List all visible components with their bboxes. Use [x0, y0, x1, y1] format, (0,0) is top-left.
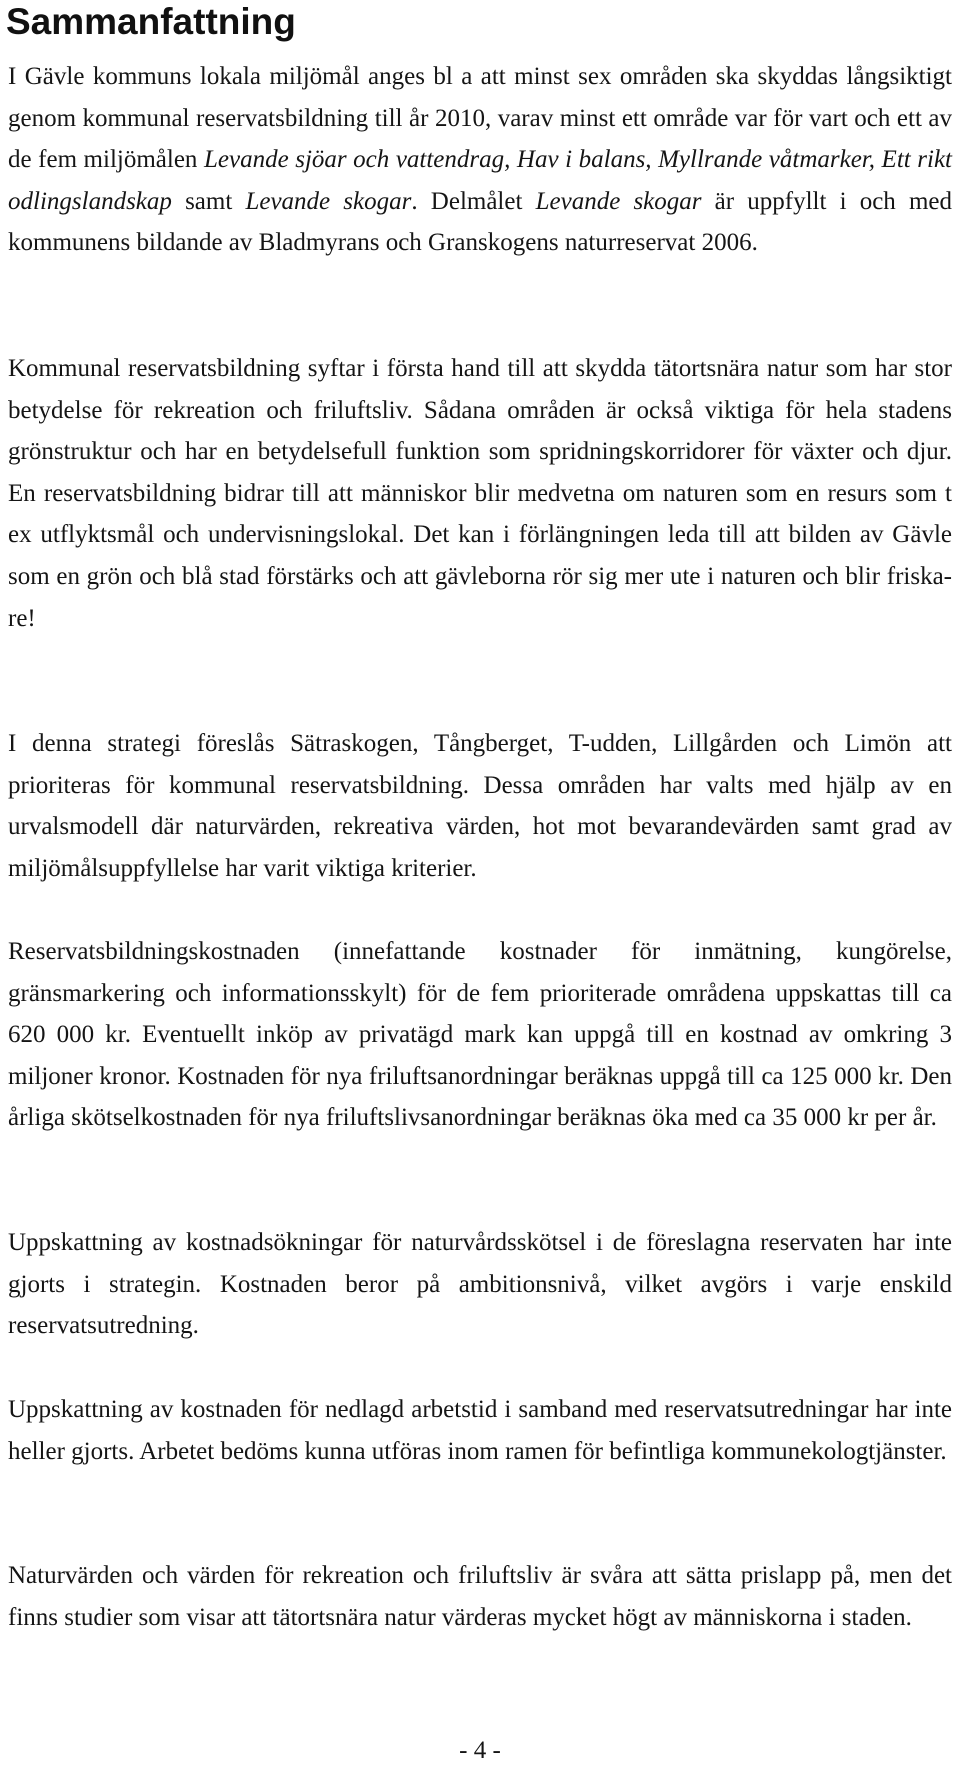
text-run: Kommunal reservatsbildning syftar i första hand till att skydda tätortsnära natur som har stor betydelse för rekreation och friluftsliv. Sådana områden är också viktiga för hela stadens grönstruktur och har en betydelsefull funktion som spridningskorridorer för växter och djur. En reservatsbildning bidrar till att människor blir medvetna om naturen som en resurs som t ex utflyktsmål och undervisningslokal. Det kan i förlängningen leda till att bilden av Gävle som en grön och blå stad förstärks och att gävleborna rör sig mer ute i naturen och blir friskare!: [8, 355, 952, 632]
text-run: samt: [171, 187, 246, 215]
text-run: Uppskattning av kostnaden för nedlagd arbetstid i samband med reservatsutredningar har inte heller gjorts. Arbetet bedöms kunna utföras inom ramen för befintliga kommunekologtjänster.: [8, 1396, 952, 1465]
paragraph-1: [8, 56, 952, 264]
text-run: Uppskattning av kostnadsökningar för naturvårdsskötsel i de föreslagna reservaten har inte gjorts i strategin. Kostnaden beror på ambitionsnivå, vilket avgörs i varje enskild reservatsutredning.: [8, 1229, 952, 1340]
italic-text-run: Levande skogar: [535, 187, 702, 215]
italic-text-run: Levande skogar: [245, 187, 412, 215]
italic-text-run: Levande sjöar och vattendrag, Hav i balans, Myllrande våtmarker, Ett rikt odlingslandskap: [8, 146, 952, 215]
text-run: I denna strategi föreslås Sätraskogen, Tångberget, T-udden, Lillgården och Limön att prioriteras för kommunal reservatsbildning. Dessa områden har valts med hjälp av en urvalsmodell där naturvärden, rekreativa värden, hot mot bevarandevärden samt grad av miljömålsuppfyllelse har varit viktiga kriterier.: [8, 730, 952, 882]
text-run: I Gävle kommuns lokala miljömål anges bl a att minst sex områden ska skyddas långsiktigt genom kommunal reservatsbildning till år 2010, varav minst ett område var för vart och ett av de fem miljömålen: [8, 63, 952, 174]
paragraph-5: [8, 1222, 952, 1347]
paragraph-2: [8, 348, 952, 639]
paragraph-3: [8, 723, 952, 889]
paragraph-6: [8, 1389, 952, 1472]
paragraph-4: [8, 931, 952, 1139]
text-run: Naturvärden och värden för rekreation och friluftsliv är svåra att sätta prislapp på, men det finns studier som visar att tätortsnära natur värderas mycket högt av människorna i staden.: [8, 1562, 952, 1631]
page-title: Sammanfattning: [6, 1, 296, 42]
paragraph-7: [8, 1555, 952, 1638]
page-number: - 4 -: [459, 1737, 501, 1764]
text-run: är uppfyllt i och med kommunens bildande av Bladmyrans och Granskogens naturreservat 2006.: [8, 187, 953, 257]
text-run: Reservatsbildningskostnaden (innefattande kostnader för inmätning, kungörelse, gränsmarkering och informationsskylt) för de fem prioriterade områdena uppskattas till ca 620 000 kr. Eventuellt inköp av privatägd mark kan uppgå till en kostnad av omkring 3 miljoner kronor. Kostnaden för nya friluftsanordningar beräknas uppgå till ca 125 000 kr. Den årliga skötselkostnaden för nya friluftslivsanordningar beräknas öka med ca 35 000 kr per år.: [8, 938, 952, 1132]
text-run: . Delmålet: [411, 187, 536, 215]
